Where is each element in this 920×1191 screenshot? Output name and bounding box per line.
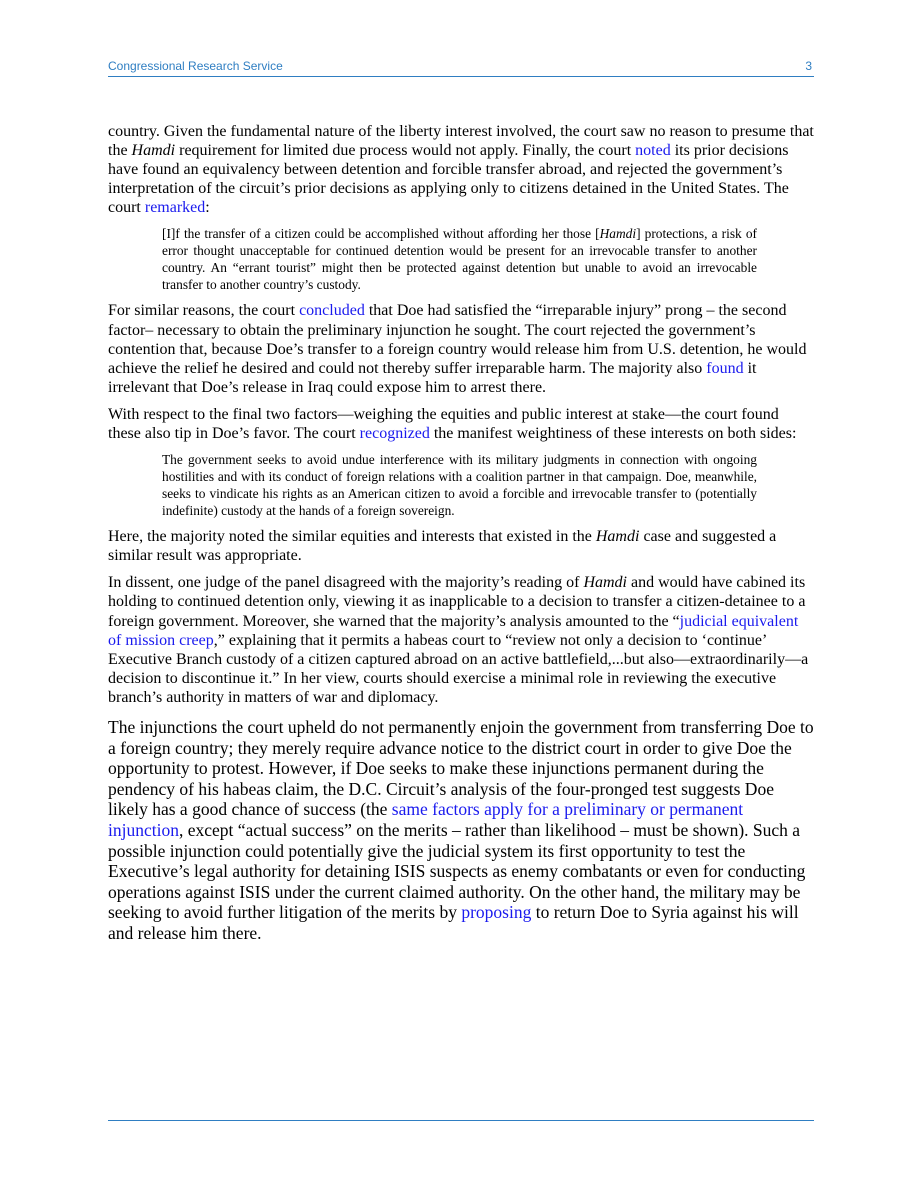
paragraph-4: Here, the majority noted the similar equities and interests that existed in the Hamdi case and suggested a similar result was appropriate.: [108, 528, 777, 565]
recognized-link[interactable]: recognized: [359, 425, 430, 443]
hamdi-emphasis: Hamdi: [599, 226, 637, 242]
same-factors-link[interactable]: same factors apply for a preliminary or permanent injunction: [108, 799, 744, 840]
remarked-link[interactable]: remarked: [144, 199, 206, 217]
hamdi-emphasis: Hamdi: [583, 574, 627, 592]
paragraph-3: With respect to the final two factors—weighing the equities and public interest at stake—the court found these also tip in Doe’s favor. The court recognized the manifest weightiness of these interests on both sides:: [108, 405, 797, 443]
block-quote-1: [I]f the transfer of a citizen could be accomplished without affording her those [Hamdi] protections, a risk of error thought unacceptable for continued detention would be present for an irrevocable transfer to another country. An “errant tourist” might then be protected against detention but unable to avoid an irrevocable transfer to another country’s custody.: [162, 226, 757, 293]
header-org-name: Congressional Research Service: [108, 59, 283, 73]
header-page-number: 3: [805, 59, 812, 73]
concluded-link[interactable]: concluded: [299, 302, 365, 320]
paragraph-5: In dissent, one judge of the panel disagreed with the majority’s reading of Hamdi and would have cabined its holding to continued detention only, viewing it as inapplicable to a decision to transfer a citizen-detainee to a foreign government. Moreover, she warned that the majority’s analysis amounted to the “judicial equivalent of mission creep,” explaining that it permits a habeas court to “review not only a decision to ‘continue’ Executive Branch custody of a citizen captured abroad on an active battlefield,...but also—extraordinarily—a decision to discontinue it.” In her view, courts should exercise a minimal role in reviewing the executive branch’s authority in matters of war and diplomacy.: [108, 574, 809, 706]
hamdi-emphasis: Hamdi: [131, 142, 176, 160]
proposing-link[interactable]: proposing: [461, 902, 532, 923]
found-link[interactable]: found: [706, 359, 744, 377]
document-body: [108, 122, 814, 952]
paragraph-1: country. Given the fundamental nature of the liberty interest involved, the court saw no reason to presume that the Hamdi requirement for limited due process would not apply. Finally, the court noted its prior decisions have found an equivalency between detention and forcible transfer abroad, and rejected the government’s interpretation of the circuit’s prior decisions as applying only to citizens detained in the United States. The court remarked:: [108, 123, 814, 217]
noted-link[interactable]: noted: [635, 142, 671, 160]
mission-creep-link[interactable]: judicial equivalent of mission creep: [108, 612, 799, 649]
paragraph-6: The injunctions the court upheld do not permanently enjoin the government from transferring Doe to a foreign country; they merely require advance notice to the district court in order to give Doe the opportunity to protest. However, if Doe seeks to make these injunctions permanent during the pendency of his habeas claim, the D.C. Circuit’s analysis of the four-pronged test suggests Doe likely has a good chance of success (the same factors apply for a preliminary or permanent injunction, except “actual success” on the merits – rather than likelihood – must be shown). Such a possible injunction could potentially give the judicial system its first opportunity to test the Executive’s legal authority for detaining ISIS suspects as enemy combatants or even for conducting operations against ISIS under the current claimed authority. On the other hand, the military may be seeking to avoid further litigation of the merits by proposing to return Doe to Syria against his will and release him there.: [108, 716, 814, 943]
paragraph-2: For similar reasons, the court concluded that Doe had satisfied the “irreparable injury” prong – the second factor– necessary to obtain the preliminary injunction he sought. The court rejected the government’s contention that, because Doe’s transfer to a foreign country would release him from U.S. detention, he would achieve the relief he desired and could not thereby suffer irreparable harm. The majority also found it irrelevant that Doe’s release in Iraq could expose him to arrest there.: [108, 302, 807, 396]
page-header: [108, 58, 814, 77]
footer-rule: [108, 1120, 814, 1121]
hamdi-emphasis: Hamdi: [595, 528, 640, 546]
block-quote-2: The government seeks to avoid undue interference with its military judgments in connection with ongoing hostilities and with its conduct of foreign relations with a coalition partner in that campaign. Doe, meanwhile, seeks to vindicate his rights as an American citizen to avoid a forcible and irrevocable transfer to (potentially indefinite) custody at the hands of a foreign sovereign.: [162, 452, 757, 519]
